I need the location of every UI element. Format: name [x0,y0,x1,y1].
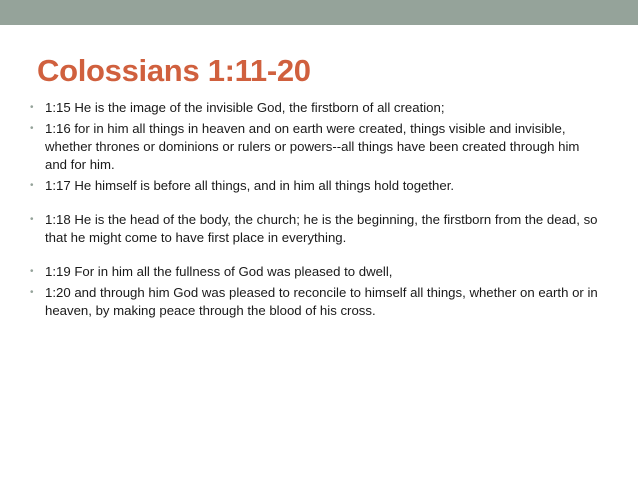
top-accent-bar [0,0,638,25]
bullet-text: 1:15 He is the image of the invisible God, the firstborn of all creation; [45,100,445,115]
bullet-dot-icon: • [30,180,34,191]
bullet-text: 1:16 for in him all things in heaven and on earth were created, things visible and invisible, whether thrones or dominions or rulers or powers--all things have been created through him and for him. [45,121,580,172]
bullet-dot-icon: • [30,287,34,298]
list-item [30,284,605,320]
list-item [30,177,605,195]
list-item [30,211,605,247]
bullet-text: 1:18 He is the head of the body, the church; he is the beginning, the firstborn from the dead, so that he might come to have first place in everything. [45,212,598,245]
bullet-text: 1:20 and through him God was pleased to reconcile to himself all things, whether on earth or in heaven, by making peace through the blood of his cross. [45,285,598,318]
slide-title: Colossians 1:11-20 [37,53,311,88]
bullet-dot-icon: • [30,102,34,113]
bullet-text: 1:17 He himself is before all things, and in him all things hold together. [45,178,455,193]
list-item [30,120,605,174]
bullet-text: 1:19 For in him all the fullness of God was pleased to dwell, [45,264,393,279]
bullet-list [30,99,605,323]
bullet-dot-icon: • [30,266,34,277]
bullet-dot-icon: • [30,123,34,134]
list-item [30,99,605,117]
list-item [30,263,605,281]
bullet-dot-icon: • [30,214,34,225]
